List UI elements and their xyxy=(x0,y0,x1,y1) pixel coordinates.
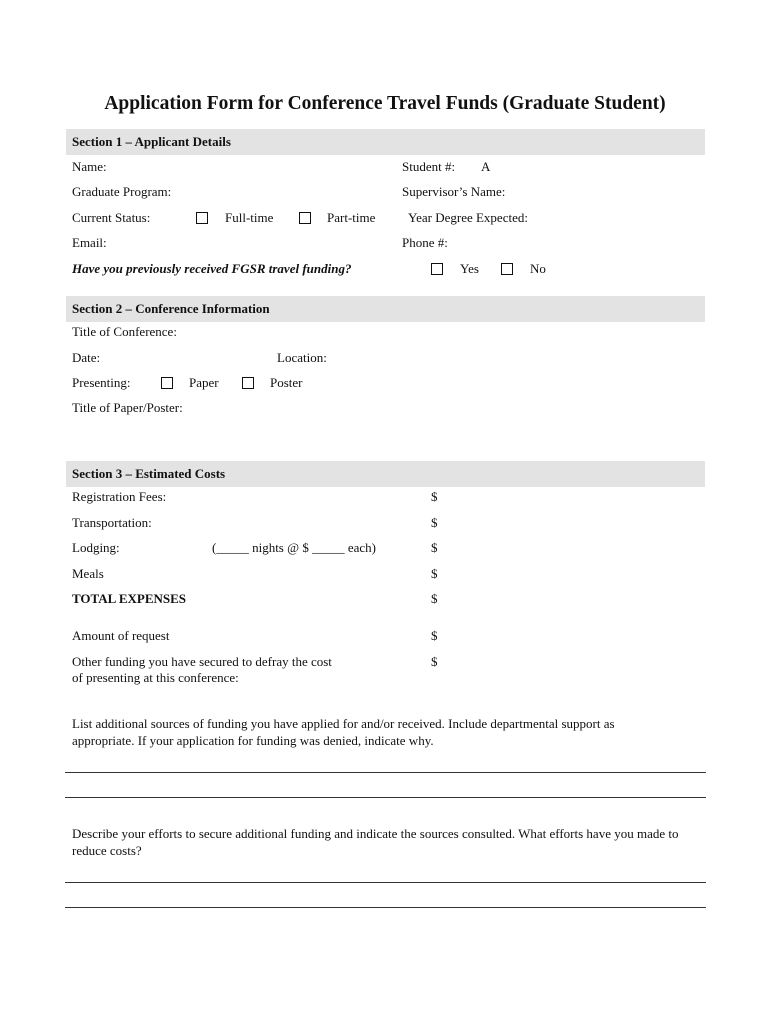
transportation-label: Transportation: xyxy=(72,515,152,530)
previous-funding-question: Have you previously received FGSR travel funding? xyxy=(72,261,352,276)
section-1-header xyxy=(66,129,705,155)
supervisor-name-label: Supervisor’s Name: xyxy=(402,184,506,199)
section-2-title: Section 2 – Conference Information xyxy=(72,301,270,316)
fulltime-checkbox[interactable] xyxy=(196,212,208,224)
conference-title-label: Title of Conference: xyxy=(72,324,177,339)
parttime-label: Part-time xyxy=(327,210,376,225)
poster-checkbox[interactable] xyxy=(242,377,254,389)
meals-currency: $ xyxy=(431,566,438,581)
lodging-label: Lodging: xyxy=(72,540,120,555)
answer-line[interactable] xyxy=(65,797,706,798)
section-2-header xyxy=(66,296,705,322)
poster-label: Poster xyxy=(270,375,303,390)
name-label: Name: xyxy=(72,159,107,174)
phone-label: Phone #: xyxy=(402,235,448,250)
total-expenses-label: TOTAL EXPENSES xyxy=(72,591,187,606)
previous-funding-no-checkbox[interactable] xyxy=(501,263,513,275)
other-funding-currency: $ xyxy=(431,654,438,669)
presenting-label: Presenting: xyxy=(72,375,131,390)
page-title: Application Form for Conference Travel Funds (Graduate Student) xyxy=(104,93,666,114)
yes-label: Yes xyxy=(460,261,479,276)
registration-fees-label: Registration Fees: xyxy=(72,489,167,504)
fulltime-label: Full-time xyxy=(225,210,274,225)
meals-label: Meals xyxy=(72,566,104,581)
section-1-title: Section 1 – Applicant Details xyxy=(72,134,231,149)
date-label: Date: xyxy=(72,350,101,365)
parttime-checkbox[interactable] xyxy=(299,212,311,224)
section-3-header xyxy=(66,461,705,487)
total-expenses-currency: $ xyxy=(431,591,438,606)
lodging-detail: (_____ nights @ $ _____ each) xyxy=(212,540,376,555)
paper-poster-title-label: Title of Paper/Poster: xyxy=(72,400,183,415)
answer-line[interactable] xyxy=(65,772,706,773)
amount-of-request-label: Amount of request xyxy=(72,628,170,643)
additional-sources-question: List additional sources of funding you have applied for and/or received. Include departmental support as appropriate. If your application for funding was denied, indicate why. xyxy=(72,716,615,748)
lodging-currency: $ xyxy=(431,540,438,555)
previous-funding-yes-checkbox[interactable] xyxy=(431,263,443,275)
other-funding-label-line1: Other funding you have secured to defray the cost xyxy=(72,654,332,669)
student-number-label: Student #: xyxy=(402,159,456,174)
graduate-program-label: Graduate Program: xyxy=(72,184,172,199)
current-status-label: Current Status: xyxy=(72,210,151,225)
other-funding-label-line2: of presenting at this conference: xyxy=(72,670,239,685)
student-number-value[interactable]: A xyxy=(481,159,491,174)
amount-of-request-currency: $ xyxy=(431,628,438,643)
email-label: Email: xyxy=(72,235,107,250)
paper-label: Paper xyxy=(189,375,219,390)
year-degree-expected-label: Year Degree Expected: xyxy=(408,210,528,225)
registration-fees-currency: $ xyxy=(431,489,438,504)
section-3-title: Section 3 – Estimated Costs xyxy=(72,466,226,481)
efforts-question: Describe your efforts to secure additional funding and indicate the sources consulted. What efforts have you made to reduce costs? xyxy=(72,826,679,858)
paper-checkbox[interactable] xyxy=(161,377,173,389)
transportation-currency: $ xyxy=(431,515,438,530)
no-label: No xyxy=(530,261,546,276)
answer-line[interactable] xyxy=(65,907,706,908)
answer-line[interactable] xyxy=(65,882,706,883)
location-label: Location: xyxy=(277,350,327,365)
